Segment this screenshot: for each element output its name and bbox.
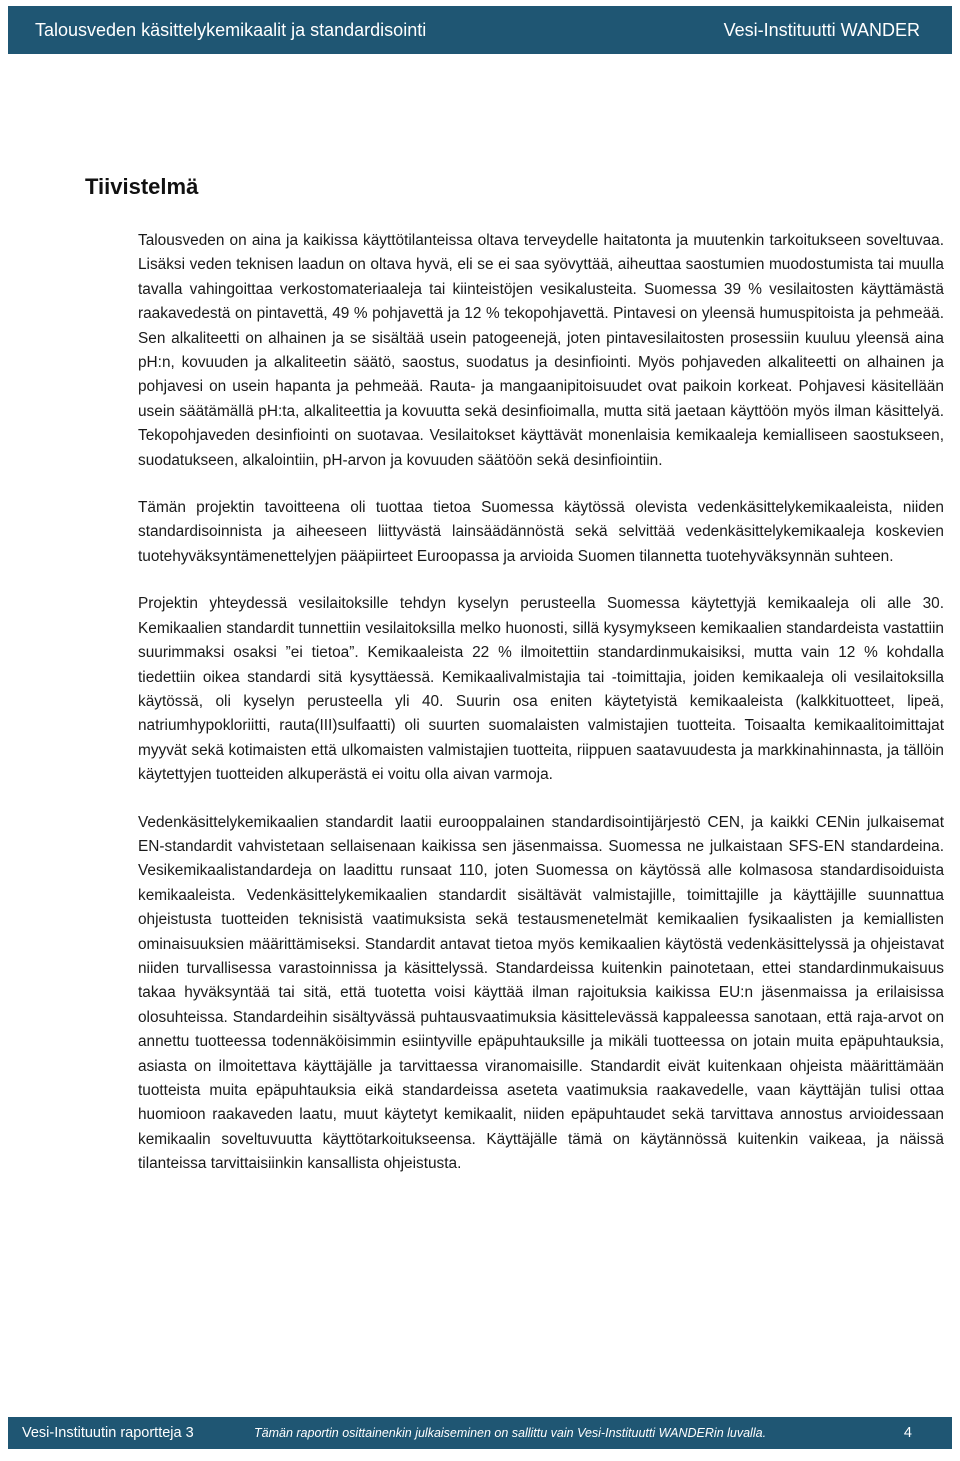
page-number: 4	[903, 1425, 912, 1441]
footer-series: Vesi-Instituutin raportteja 3	[22, 1425, 194, 1441]
header-document-title: Talousveden käsittelykemikaalit ja standardisointi	[35, 19, 427, 40]
paragraph-3: Projektin yhteydessä vesilaitoksille tehdyn kyselyn perusteella Suomessa käytettyjä kemikaaleja oli alle 30. Kemikaalien standardit tunnettiin vesilaitoksilla melko huonosti, sillä kysymykseen kemikaalien standardeista vastattiin suurimmaksi osaksi ”ei tietoa”. Kemikaaleista 22 % ilmoitettiin standardinmukaisiksi, mutta vain 12 % kohdalla tiedettiin oikea standardi sitä kysyttäessä. Kemikaalivalmistajia tai -toimittajia, joiden kemikaaleja oli vesilaitoksilla käytössä, oli kyselyn perusteella yli 40. Suurin osa eniten käytetyistä kemikaaleista (kalkkituotteet, lipeä, natriumhypokloriitti, rauta(III)sulfaatti) oli suurten suomalaisten valmistajien tuotteita. Toisaalta kemikaalitoimittajat myyvät sekä kotimaisten että ulkomaisten valmistajien tuotteita, riippuen saatavuudesta ja markkinahinnasta, ja tällöin käytettyjen tuotteiden alkuperästä ei voitu olla aivan varmoja.	[138, 595, 944, 784]
abstract-body	[138, 229, 944, 1200]
paragraph-2: Tämän projektin tavoitteena oli tuottaa tietoa Suomessa käytössä olevista vedenkäsittelykemikaaleista, niiden standardisoinnista ja aiheeseen liittyvästä lainsäädännöstä sekä selvittää vedenkäsittelykemikaaleja koskevien tuotehyväksyntämenettelyjen pääpiirteet Euroopassa ja arvioida Suomen tilannetta tuotehyväksynnän suhteen.	[138, 499, 944, 565]
running-footer	[8, 1417, 952, 1449]
running-header	[8, 6, 952, 54]
paragraph-1: Talousveden on aina ja kaikissa käyttötilanteissa oltava terveydelle haitatonta ja muutenkin tarkoitukseen soveltuvaa. Lisäksi veden teknisen laadun on oltava hyvä, eli se ei saa syövyttää, aiheuttaa saostumien muodostumista tai muulla tavalla vahingoittaa verkostomateriaaleja tai kiinteistöjen vesikalusteita. Suomessa 39 % vesilaitosten käyttämästä raakavedestä on pintavettä, 49 % pohjavettä ja 12 % tekopohjavettä. Pintavesi on yleensä humuspitoista ja pehmeää. Sen alkaliteetti on alhainen ja se sisältää usein patogeenejä, joten pintavesilaitosten prosessiin kuuluu yleensä aina pH:n, kovuuden ja alkaliteetin säätö, saostus, suodatus ja desinfiointi. Myös pohjaveden alkaliteetti on alhainen ja pohjavesi on usein hapanta ja pehmeää. Rauta- ja mangaanipitoisuudet ovat paikoin korkeat. Pohjavesi käsitellään usein säätämällä pH:ta, alkaliteettia ja kovuutta sekä desinfioimalla, mutta sitä jaetaan käyttöön myös ilman käsittelyä. Tekopohjaveden desinfiointi on suotavaa. Vesilaitokset käyttävät monenlaisia kemikaaleja kemialliseen saostukseen, suodatukseen, alkalointiin, pH-arvon ja kovuuden säätöön sekä desinfiointiin.	[138, 232, 944, 469]
section-heading: Tiivistelmä	[85, 174, 199, 199]
paragraph-4: Vedenkäsittelykemikaalien standardit laatii eurooppalainen standardisointijärjestö CEN, ja kaikki CENin julkaisemat EN-standardit vahvistetaan sellaisenaan kaikissa sen jäsenmaissa. Suomessa ne julkaistaan SFS-EN standardeina. Vesikemikaalistandardeja on laadittu runsaat 110, joten Suomessa on käytössä alle kolmasosa standardisoiduista kemikaaleista. Vedenkäsittelykemikaalien standardit sisältävät valmistajille, toimittajille ja käyttäjille suunnattua ohjeistusta tuotteiden teknisistä vaatimuksista sekä testausmenetelmät kemikaalien fysikaalisten ja kemiallisten ominaisuuksien määrittämiseksi. Standardit antavat tietoa myös kemikaalien käytöstä vedenkäsittelyssä ja ohjeistavat niiden turvallisessa varastoinnissa ja käsittelyssä. Standardeissa kuitenkin painotetaan, ettei standardinmukaisuus takaa hyväksyntää tai sitä, että tuotetta voisi käyttää ilman rajoituksia kaikissa EU:n jäsenmaissa ja erilaisissa olosuhteissa. Standardeihin sisältyvässä puhtausvaatimuksia käsittelevässä kappaleessa sanotaan, että raja-arvot on annettu tuotteessa todennäköisimmin esiintyville epäpuhtauksille ja mikäli tuotteessa on jotain muita epäpuhtauksia, asiasta on ilmoitettava käyttäjälle ja tarvittaessa viranomaisille. Standardit eivät kuitenkaan ohjeista määrittämään tuotteista muita epäpuhtauksia eikä standardeissa aseteta vaatimuksia raakavedelle, vaan käyttäjän tulisi ottaa huomioon raakaveden laatu, muut käytetyt kemikaalit, niiden epäpuhtaudet sekä tarvittava annostus arvioidessaan kemikaalin soveltuvuutta käyttötarkoitukseensa. Käyttäjälle tämä on käytännössä kuitenkin vaikeaa, ja näissä tilanteissa tarvittaisiinkin kansallista ohjeistusta.	[138, 813, 944, 1173]
header-organization: Vesi-Instituutti WANDER	[723, 19, 920, 40]
footer-copyright-notice: Tämän raportin osittainenkin julkaiseminen on sallittu vain Vesi-Instituutti WANDERin luvalla.	[254, 1426, 767, 1440]
